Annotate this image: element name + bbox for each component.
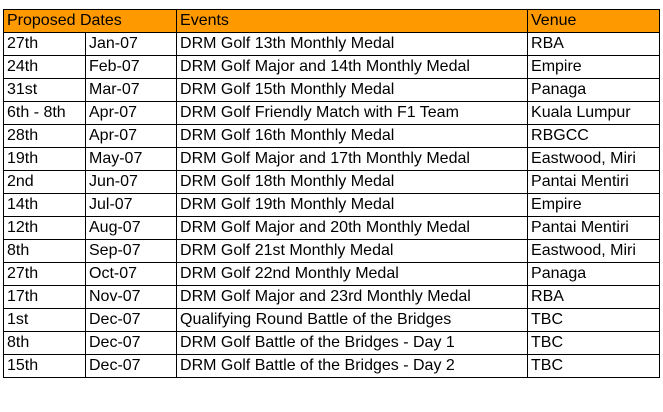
month-cell: Apr-07 (86, 102, 177, 125)
day-cell: 27th (4, 263, 86, 286)
table-row (4, 125, 660, 148)
table-row (4, 355, 660, 378)
month-cell: Oct-07 (86, 263, 177, 286)
table-row (4, 332, 660, 355)
month-cell: Dec-07 (86, 332, 177, 355)
month-cell: Dec-07 (86, 309, 177, 332)
venue-cell: Panaga (528, 79, 660, 102)
month-cell: Aug-07 (86, 217, 177, 240)
month-cell: Jan-07 (86, 33, 177, 56)
venue-cell: Panaga (528, 263, 660, 286)
month-cell: Sep-07 (86, 240, 177, 263)
day-cell: 28th (4, 125, 86, 148)
event-cell: Qualifying Round Battle of the Bridges (177, 309, 528, 332)
venue-cell: RBA (528, 33, 660, 56)
event-cell: DRM Golf 13th Monthly Medal (177, 33, 528, 56)
event-cell: DRM Golf Major and 20th Monthly Medal (177, 217, 528, 240)
event-cell: DRM Golf 16th Monthly Medal (177, 125, 528, 148)
event-cell: DRM Golf Major and 17th Monthly Medal (177, 148, 528, 171)
day-cell: 15th (4, 355, 86, 378)
month-cell: Dec-07 (86, 355, 177, 378)
header-row (4, 10, 660, 33)
day-cell: 8th (4, 240, 86, 263)
table-row (4, 79, 660, 102)
month-cell: Jun-07 (86, 171, 177, 194)
venue-cell: Eastwood, Miri (528, 240, 660, 263)
day-cell: 8th (4, 332, 86, 355)
month-cell: Apr-07 (86, 125, 177, 148)
venue-cell: Pantai Mentiri (528, 217, 660, 240)
table-row (4, 240, 660, 263)
table-row (4, 33, 660, 56)
venue-cell: TBC (528, 332, 660, 355)
event-cell: DRM Golf Major and 23rd Monthly Medal (177, 286, 528, 309)
table-row (4, 148, 660, 171)
event-cell: DRM Golf 22nd Monthly Medal (177, 263, 528, 286)
day-cell: 1st (4, 309, 86, 332)
event-cell: DRM Golf 18th Monthly Medal (177, 171, 528, 194)
table-row (4, 286, 660, 309)
table-row (4, 217, 660, 240)
venue-cell: TBC (528, 355, 660, 378)
month-cell: Feb-07 (86, 56, 177, 79)
day-cell: 17th (4, 286, 86, 309)
day-cell: 2nd (4, 171, 86, 194)
event-cell: DRM Golf Friendly Match with F1 Team (177, 102, 528, 125)
venue-cell: Eastwood, Miri (528, 148, 660, 171)
event-cell: DRM Golf Battle of the Bridges - Day 1 (177, 332, 528, 355)
table-body (4, 33, 660, 378)
table-row (4, 171, 660, 194)
day-cell: 31st (4, 79, 86, 102)
day-cell: 24th (4, 56, 86, 79)
day-cell: 12th (4, 217, 86, 240)
venue-cell: TBC (528, 309, 660, 332)
table-row (4, 194, 660, 217)
table-row (4, 263, 660, 286)
day-cell: 6th - 8th (4, 102, 86, 125)
header-venue: Venue (528, 10, 660, 33)
event-cell: DRM Golf Battle of the Bridges - Day 2 (177, 355, 528, 378)
venue-cell: Kuala Lumpur (528, 102, 660, 125)
venue-cell: Empire (528, 194, 660, 217)
day-cell: 14th (4, 194, 86, 217)
table-row (4, 102, 660, 125)
header-events: Events (177, 10, 528, 33)
schedule-table (3, 9, 660, 378)
month-cell: Nov-07 (86, 286, 177, 309)
month-cell: Mar-07 (86, 79, 177, 102)
month-cell: Jul-07 (86, 194, 177, 217)
event-cell: DRM Golf 15th Monthly Medal (177, 79, 528, 102)
header-proposed-dates: Proposed Dates (4, 10, 177, 33)
venue-cell: Empire (528, 56, 660, 79)
day-cell: 19th (4, 148, 86, 171)
event-cell: DRM Golf 19th Monthly Medal (177, 194, 528, 217)
venue-cell: RBGCC (528, 125, 660, 148)
table-row (4, 309, 660, 332)
table-header (4, 10, 660, 33)
month-cell: May-07 (86, 148, 177, 171)
event-cell: DRM Golf 21st Monthly Medal (177, 240, 528, 263)
venue-cell: Pantai Mentiri (528, 171, 660, 194)
table-row (4, 56, 660, 79)
venue-cell: RBA (528, 286, 660, 309)
event-cell: DRM Golf Major and 14th Monthly Medal (177, 56, 528, 79)
day-cell: 27th (4, 33, 86, 56)
